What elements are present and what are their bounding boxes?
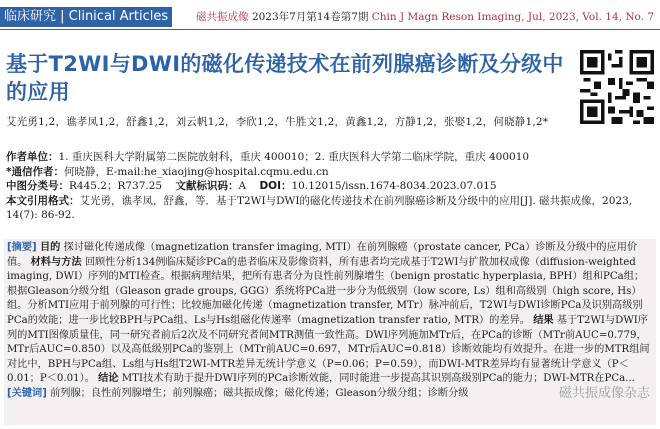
keywords-text: 前列腺；良性前列腺增生；前列腺癌；磁共振成像；磁化传递；Gleason分级分组；诊断分级 (50, 387, 469, 399)
doi-label: DOI： (259, 180, 292, 192)
journal-issue-cn: 2023年7月第14卷第7期 (251, 11, 369, 23)
clc-label: 中图分类号： (6, 180, 69, 192)
conclusion-label: 结论 (98, 373, 119, 385)
methods-text: 回顾性分析134例临床疑诊PCa的患者临床及影像资料，所有患者均完成基于T2WI与扩散加权成像（diffusion-weighted imaging, DWI）序列的MTI检查。根据病理结果，把所有患者分为良性前列腺增生（benign prostatic hyperplasia, BPH）组和PCa组；根据Gleason分级分组（Gleason grade groups, GGG）系统将PCa进一步分为低级别（low score, Ls）组和高级别（high score, Hs）组。分析MTI应用于前列腺的可行性；比较施加磁化传递（magnetization transfer, MTr）脉冲前后，T2WI与DWI诊断PCa及识别高级别PCa的效能；进一步比较BPH与PCa组、Ls与Hs组磁化传递率（magnetization transfer ratio, MTR）的差异。 (7, 256, 645, 326)
classification-row (6, 179, 656, 194)
units-label: 作者单位： (6, 151, 59, 163)
author-units (6, 150, 656, 165)
code-text: A (238, 180, 247, 192)
objective-text: 探讨磁化传递成像（magnetization transfer imaging, MTI）在前列腺癌（prostate cancer, PCa）诊断及分级中的应用价值。 (7, 242, 638, 268)
section-tag: 临床研究 | Clinical Articles (0, 7, 172, 27)
corresponding-author (6, 165, 656, 180)
results-label: 结果 (533, 314, 554, 326)
doi-text: 10.12015/issn.1674-8034.2023.07.015 (291, 180, 497, 192)
methods-label: 材料与方法 (30, 256, 82, 268)
conclusion-text: MTI技术有助于提升DWI序列的PCa诊断效能，同时能进一步提高其识别高级别PCa的能力；DWI-MTR在PCa... (121, 373, 635, 385)
qr-code-icon (580, 50, 654, 124)
article-title: 基于T2WI与DWI的磁化传递技术在前列腺癌诊断及分级中的应用 (6, 52, 564, 104)
objective-label: 目的 (39, 242, 61, 253)
header-rule (0, 29, 660, 30)
journal-name-en: Chin J Magn Reson Imaging, Jul, 2023, Vol. 14, No. 7 (371, 11, 654, 23)
corr-label: *通信作者： (6, 165, 64, 178)
journal-info (196, 9, 654, 24)
page-header (0, 0, 660, 26)
author-list: 艾光勇1,2，谯孝凤1,2，舒鑫1,2，刘云帆1,2，李欣1,2，牛胜文1,2，黄鑫1,2，方静1,2，张娶1,2，何晓静1,2* (6, 116, 549, 128)
units-text: 1. 重庆医科大学附属第二医院放射科，重庆 400010；2. 重庆医科大学第二临床学院，重庆 400010 (58, 151, 530, 163)
keywords-label: [关键词] (7, 387, 47, 399)
cite-text: 艾光勇，谯孝凤，舒鑫，等．基于T2WI与DWI的磁化传递技术在前列腺癌诊断及分级中的应用[J]. 磁共振成像，2023, 14(7): 86-92. (6, 194, 633, 221)
citation (6, 194, 656, 223)
journal-name-cn: 磁共振成像 (196, 11, 249, 23)
results-text: 基于T2WI与DWI序列的MTI图像质量佳，同一研究者前后2次及不同研究者间MTR测值一致性高。DWI序列施加MTr后，在PCa的诊断（MTr前AUC=0.779，MTr后AUC=0.850）以及高低级别PCa的鉴别上（MTr前AUC=0.697，MTr后AUC=0.818）诊断效能均有效提升。在进一步的MTR组间对比中，BPH与PCa组、Ls组与Hs组T2WI-MTR差异无统计学意义（P=0.06；P=0.59），而DWI-MTR差异均有显著统计学意义（P＜0.01；P＜0.01）。 (7, 314, 650, 385)
clc-text: R445.2；R737.25 (69, 180, 163, 192)
watermark: 磁共振成像杂志 (558, 386, 650, 401)
corr-text: 何晓静，E-mail:he_xiaojing@hospital.cqmu.edu.cn (64, 165, 329, 178)
cite-label: 本文引用格式： (6, 194, 80, 207)
article-meta (6, 150, 656, 223)
code-label: 文献标识码： (175, 180, 239, 192)
abstract-label: [摘要] (7, 242, 37, 253)
